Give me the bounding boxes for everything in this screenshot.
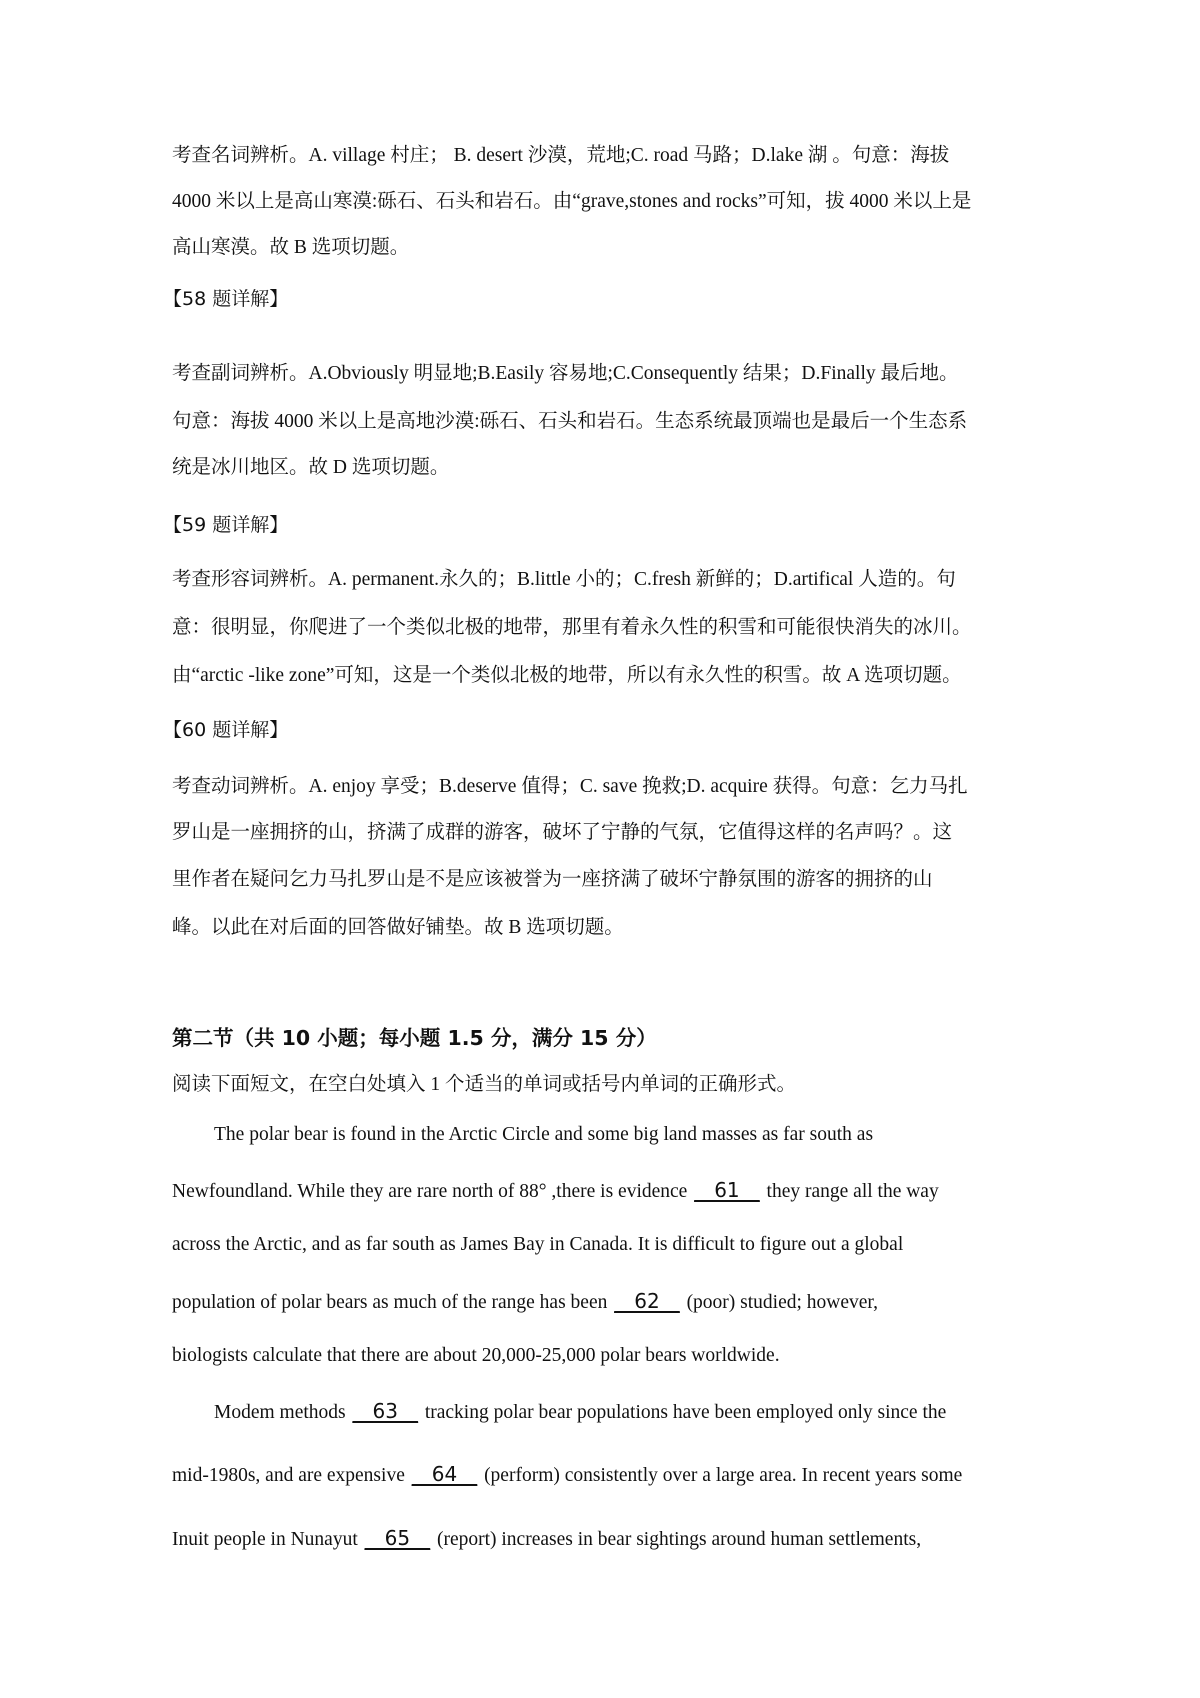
passage-text: (report) increases in bear sightings around human settlements, bbox=[432, 1529, 922, 1550]
q58-explanation-line-2: 句意：海拔 4000 米以上是高地沙漠:砾石、石头和岩石。生态系统最顶端也是最后一个生态系 bbox=[172, 411, 968, 432]
section-2-instruction: 阅读下面短文，在空白处填入 1 个适当的单词或括号内单词的正确形式。 bbox=[172, 1074, 797, 1095]
q60-explanation-line-3: 里作者在疑问乞力马扎罗山是不是应该被誉为一座挤满了破坏宁静氛围的游客的拥挤的山 bbox=[172, 869, 933, 890]
blank-62[interactable]: __62__ bbox=[614, 1289, 680, 1313]
q60-explanation-line-2: 罗山是一座拥挤的山，挤满了成群的游客，破坏了宁静的气氛，它值得这样的名声吗？。这 bbox=[172, 822, 953, 843]
q57-explanation-line-3: 高山寒漠。故 B 选项切题。 bbox=[172, 237, 410, 258]
blank-64[interactable]: __64__ bbox=[411, 1462, 478, 1486]
passage-text: they range all the way bbox=[761, 1181, 939, 1202]
section-2-title: 第二节（共 10 小题；每小题 1.5 分，满分 15 分） bbox=[172, 1026, 657, 1050]
passage-text: mid-1980s, and are expensive bbox=[172, 1465, 410, 1486]
blank-63[interactable]: __63__ bbox=[352, 1399, 418, 1423]
passage-text: (poor) studied; however, bbox=[681, 1292, 879, 1313]
q59-explanation-line-1: 考查形容词辨析。A. permanent.永久的；B.little 小的；C.fresh 新鲜的；D.artifical 人造的。句 bbox=[172, 569, 956, 590]
passage-text: Newfoundland. While they are rare north of 88° ,there is evidence bbox=[172, 1181, 693, 1202]
passage-p1-line-1: The polar bear is found in the Arctic Circle and some big land masses as far south as bbox=[214, 1124, 874, 1145]
passage-p1-line-3: across the Arctic, and as far south as James Bay in Canada. It is difficult to figure out a global bbox=[172, 1234, 904, 1255]
passage-p2-line-3 bbox=[172, 1525, 921, 1553]
q57-explanation-line-2: 4000 米以上是高山寒漠:砾石、石头和岩石。由“grave,stones and rocks”可知，拔 4000 米以上是 bbox=[172, 191, 972, 212]
q58-explanation-line-3: 统是冰川地区。故 D 选项切题。 bbox=[172, 457, 450, 478]
passage-p2-line-1 bbox=[214, 1398, 946, 1426]
q60-explanation-line-1: 考查动词辨析。A. enjoy 享受；B.deserve 值得；C. save 挽救;D. acquire 获得。句意：乞力马扎 bbox=[172, 776, 968, 797]
q60-explanation-line-4: 峰。以此在对后面的回答做好铺垫。故 B 选项切题。 bbox=[172, 917, 624, 938]
passage-p2-line-2 bbox=[172, 1461, 962, 1489]
passage-text: tracking polar bear populations have been employed only since the bbox=[419, 1402, 947, 1423]
q59-heading: 【59 题详解】 bbox=[163, 514, 289, 536]
q59-explanation-line-3: 由“arctic -like zone”可知，这是一个类似北极的地带，所以有永久性的积雪。故 A 选项切题。 bbox=[172, 665, 962, 686]
passage-text: Modem methods bbox=[214, 1402, 351, 1423]
passage-text: population of polar bears as much of the range has been bbox=[172, 1292, 613, 1313]
q58-explanation-line-1: 考查副词辨析。A.Obviously 明显地;B.Easily 容易地;C.Consequently 结果；D.Finally 最后地。 bbox=[172, 363, 959, 384]
passage-p1-line-5: biologists calculate that there are about 20,000-25,000 polar bears worldwide. bbox=[172, 1345, 780, 1366]
passage-text: Inuit people in Nunayut bbox=[172, 1529, 363, 1550]
q60-heading: 【60 题详解】 bbox=[163, 719, 289, 741]
blank-61[interactable]: __61__ bbox=[694, 1178, 760, 1202]
passage-text: (perform) consistently over a large area. In recent years some bbox=[479, 1465, 963, 1486]
q59-explanation-line-2: 意：很明显，你爬进了一个类似北极的地带，那里有着永久性的积雪和可能很快消失的冰川。 bbox=[172, 617, 972, 638]
q58-heading: 【58 题详解】 bbox=[163, 288, 289, 310]
passage-p1-line-2 bbox=[172, 1177, 939, 1205]
q57-explanation-line-1: 考查名词辨析。A. village 村庄； B. desert 沙漠，荒地;C. road 马路；D.lake 湖 。句意：海拔 bbox=[172, 145, 950, 166]
passage-p1-line-4 bbox=[172, 1288, 878, 1316]
blank-65[interactable]: __65__ bbox=[364, 1526, 431, 1550]
